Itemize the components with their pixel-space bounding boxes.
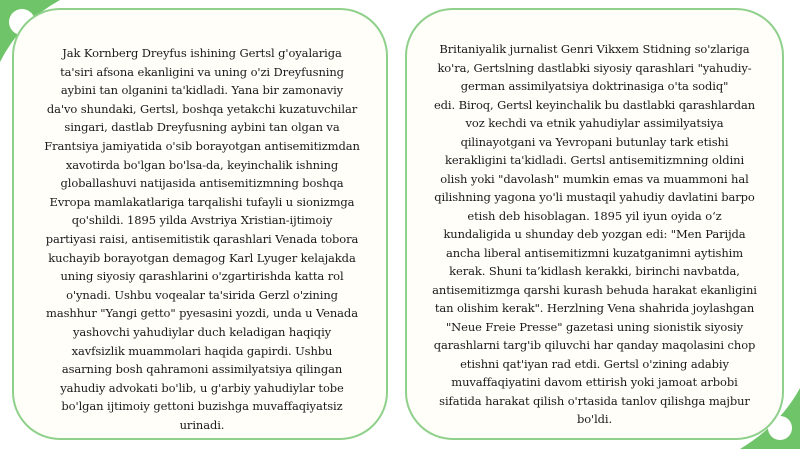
right-card-text: Britaniyalik jurnalist Genri Vikxem Stidning so'zlariga ko'ra, Gertslning dastlabki siyosiy qarashlari "yahudiy- german assimilyatsiya doktrinasiga o'ta sodiq" edi. Biroq, Gertsl keyinchalik bu dastlabki qarashlardan voz kechdi va etnik yahudiylar assimilyatsiya qilinayotgani va Yevropani butunlay tark etishi kerakligini ta'kidladi. Gertsl antisemitizmning oldini olish yoki "davolash" mumkin emas va muammoni hal qilishning yagona yo'li mustaqil yahudiy davlatini barpo etish deb hisoblagan. 1895 yil iyun oyida o‘z kundaligida u shunday deb yozgan edi: "Men Parijda ancha liberal antisemitizmni kuzatganimni aytishim kerak. Shuni ta’kidlash kerakki, birinchi navbatda, antisemitizmga qarshi kurash behuda harakat ekanligini tan olishim kerak". Herzlning Vena shahrida joylashgan "Neue Freie Presse" gazetasi uning sionistik siyosiy qarashlarni targ'ib qiluvchi har qanday maqolasini chop etishni qat'iyan rad etdi. Gertsl o'zining adabiy muvaffaqiyatini davom ettirish yoki jamoat arbobi sifatida harakat qilish o'rtasida tanlov qilishga majbur bo'ldi. xyxy=(432,42,757,426)
right-text-card xyxy=(405,8,784,440)
left-card-text: Jak Kornberg Dreyfus ishining Gertsl g'oyalariga ta'siri afsona ekanligini va uning o'zi Dreyfusning aybini tan olganini ta'kidladi. Yana bir zamonaviy da'vo shundaki, Gertsl, boshqa yetakchi kuzatuvchilar singari, dastlab Dreyfusning aybini tan olgan va Frantsiya jamiyatida o'sib borayotgan antisemitizmdan xavotirda bo'lgan bo'lsa-da, keyinchalik ishning globallashuvi natijasida antisemitizmning boshqa Evropa mamlakatlariga tarqalishi tufayli u sionizmga qo'shildi. 1895 yilda Avstriya Xristian-ijtimoiy partiyasi raisi, antisemitistik qarashlari Venada tobora kuchayib borayotgan demagog Karl Lyuger kelajakda uning siyosiy qarashlarini o'zgartirishda katta rol o'ynadi. Ushbu voqealar ta'sirida Gerzl o'zining mashhur "Yangi getto" pyesasini yozdi, unda u Venada yashovchi yahudiylar duch keladigan haqiqiy xavfsizlik muammolari haqida gapirdi. Ushbu asarning bosh qahramoni assimilyatsiya qilingan yahudiy advokati bo'lib, u g'arbiy yahudiylar tobe bo'lgan ijtimoiy gettoni buzishga muvaffaqiyatsiz urinadi. xyxy=(44,46,360,432)
left-text-card xyxy=(12,8,388,440)
